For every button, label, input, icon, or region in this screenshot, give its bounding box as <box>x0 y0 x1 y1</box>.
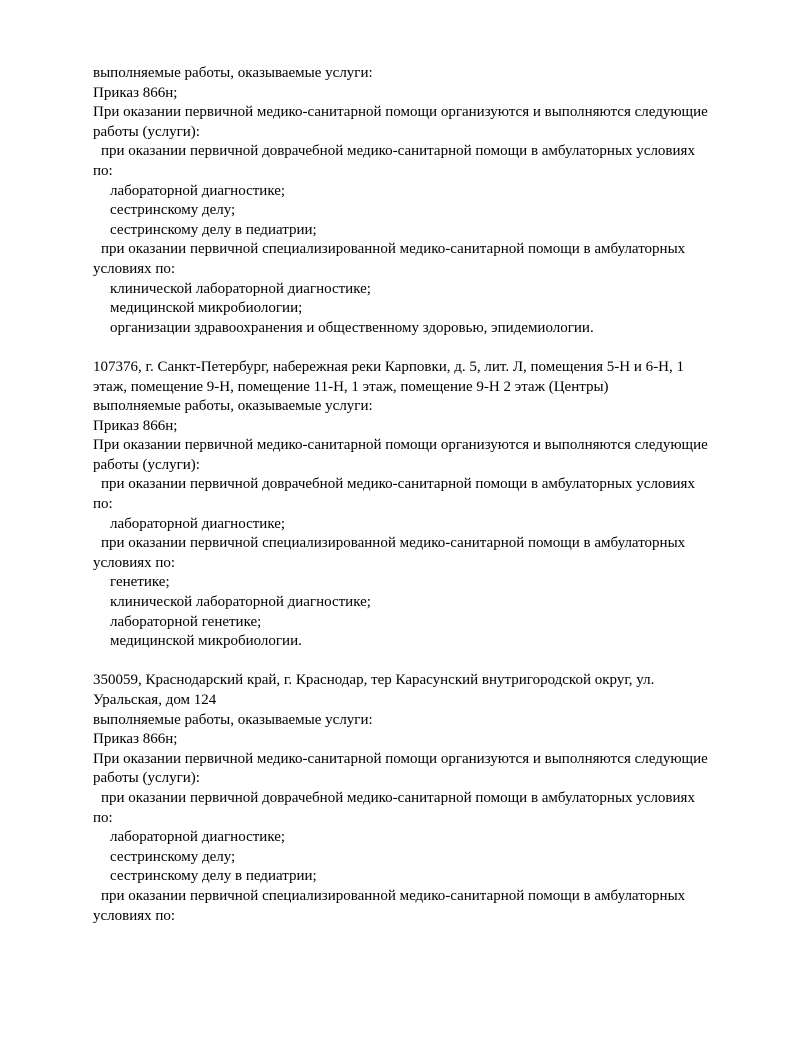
text-line: при оказании первичной доврачебной медико-санитарной помощи в амбулаторных условиях <box>101 476 695 493</box>
text-line: При оказании первичной медико-санитарной помощи организуются и выполняются следующие <box>93 437 708 454</box>
text-line: работы (услуги): <box>93 123 200 140</box>
text-line: При оказании первичной медико-санитарной помощи организуются и выполняются следующие <box>93 750 708 767</box>
text-line: выполняемые работы, оказываемые услуги: <box>93 65 373 81</box>
license-text-body <box>93 64 761 926</box>
text-line: сестринскому делу в педиатрии; <box>110 868 317 885</box>
text-line: по: <box>93 162 113 179</box>
text-line: 350059, Краснодарский край, г. Краснодар, тер Карасунский внутригородской округ, ул. <box>93 672 655 689</box>
text-line: сестринскому делу в педиатрии; <box>110 221 317 238</box>
text-line: лабораторной диагностике; <box>110 515 286 532</box>
text-line: клинической лабораторной диагностике; <box>110 594 371 611</box>
text-line: Приказ 866н; <box>93 84 178 101</box>
text-line: по: <box>93 809 113 826</box>
text-line: условиях по: <box>93 907 176 924</box>
section-services-continued <box>93 64 761 338</box>
text-line: лабораторной диагностике; <box>110 182 286 199</box>
text-line: генетике; <box>110 574 170 591</box>
text-line: условиях по: <box>93 554 176 571</box>
text-line: При оказании первичной медико-санитарной помощи организуются и выполняются следующие <box>93 104 708 121</box>
text-line: по: <box>93 496 113 513</box>
text-line: при оказании первичной специализированной медико-санитарной помощи в амбулаторных <box>101 535 686 552</box>
text-line: сестринскому делу; <box>110 848 236 865</box>
text-line: лабораторной генетике; <box>110 613 262 630</box>
text-line: при оказании первичной доврачебной медико-санитарной помощи в амбулаторных условиях <box>101 143 695 160</box>
text-line: выполняемые работы, оказываемые услуги: <box>93 711 373 728</box>
text-line: при оказании первичной доврачебной медико-санитарной помощи в амбулаторных условиях <box>101 789 695 806</box>
text-line: 107376, г. Санкт-Петербург, набережная реки Карповки, д. 5, лит. Л, помещения 5-Н и 6-Н, 1 <box>93 358 684 375</box>
text-line: этаж, помещение 9-Н, помещение 11-Н, 1 этаж, помещение 9-Н 2 этаж (Центры) <box>93 378 609 395</box>
text-line: лабораторной диагностике; <box>110 829 286 846</box>
text-line: работы (услуги): <box>93 770 200 787</box>
text-line: медицинской микробиологии. <box>110 633 302 650</box>
section-spb-address <box>93 358 761 652</box>
text-line: организации здравоохранения и общественному здоровью, эпидемиологии. <box>110 319 594 336</box>
text-line: при оказании первичной специализированной медико-санитарной помощи в амбулаторных <box>101 241 686 258</box>
section-krasnodar-address <box>93 671 761 926</box>
text-line: Уральская, дом 124 <box>93 692 217 708</box>
text-line: условиях по: <box>93 260 176 277</box>
text-line: Приказ 866н; <box>93 417 178 434</box>
text-line: медицинской микробиологии; <box>110 300 303 317</box>
text-line: Приказ 866н; <box>93 731 178 748</box>
text-line: при оказании первичной специализированной медико-санитарной помощи в амбулаторных <box>101 887 686 904</box>
text-line: выполняемые работы, оказываемые услуги: <box>93 398 373 415</box>
text-line: сестринскому делу; <box>110 202 236 219</box>
text-line: клинической лабораторной диагностике; <box>110 280 371 297</box>
text-line: работы (услуги): <box>93 456 200 473</box>
